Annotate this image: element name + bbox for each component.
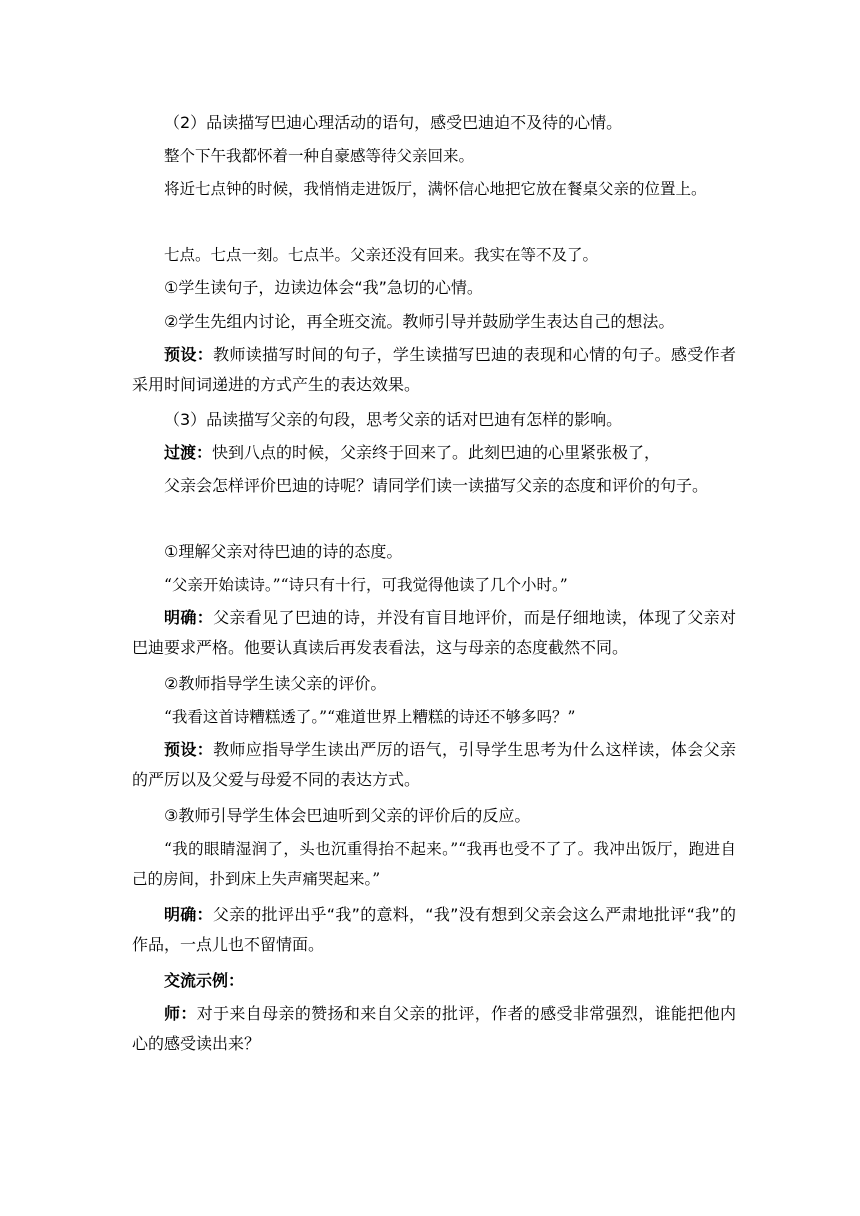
paragraph	[132, 966, 736, 996]
paragraph-label: 预设：	[164, 740, 214, 759]
quote-paragraph: 将近七点钟的时候，我悄悄走进饭厅，满怀信心地把它放在餐桌父亲的位置上。	[164, 180, 707, 198]
paragraph: ②教师指导学生读父亲的评价。	[164, 674, 387, 693]
quote-paragraph: 七点。七点一刻。七点半。父亲还没有回来。我实在等不及了。	[164, 246, 599, 264]
paragraph: ①理解父亲对待巴迪的诗的态度。	[164, 542, 403, 561]
paragraph-label: 明确：	[164, 608, 214, 627]
paragraph: 父亲会怎样评价巴迪的诗呢？请同学们读一读描写父亲的态度和评价的句子。	[164, 476, 709, 495]
paragraph-label: 明确：	[164, 905, 213, 924]
paragraph-label: 交流示例：	[164, 971, 245, 990]
paragraph: 过渡：快到八点的时候，父亲终于回来了。此刻巴迪的心里紧张极了，	[164, 443, 661, 462]
paragraph: 明确：父亲看见了巴迪的诗，并没有盲目地评价，而是仔细地读，体现了父亲对巴迪要求严格。他要认真读后再发表看法，这与母亲的态度截然不同。	[132, 608, 736, 657]
paragraph: ②学生先组内讨论，再全班交流。教师引导并鼓励学生表达自己的想法。	[164, 312, 675, 331]
quote-paragraph: “我的眼睛湿润了，头也沉重得抬不起来。”“我再也受不了了。我冲出饭厅，跑进自己的房间，扑到床上失声痛哭起来。”	[132, 840, 736, 888]
quote-paragraph: 整个下午我都怀着一种自豪感等待父亲回来。	[164, 147, 475, 165]
paragraph-label: 过渡：	[164, 443, 213, 462]
paragraph: 明确：父亲的批评出乎“我”的意料，“我”没有想到父亲会这么严肃地批评“我”的作品，一点儿也不留情面。	[132, 905, 736, 954]
paragraph-label: 师：	[164, 1004, 197, 1023]
quote-paragraph: “我看这首诗糟糕透了。”“难道世界上糟糕的诗还不够多吗？”	[164, 708, 576, 726]
paragraph: 预设：教师应指导学生读出严厉的语气，引导学生思考为什么这样读，体会父亲的严厉以及父爱与母爱不同的表达方式。	[132, 740, 736, 789]
paragraph: 师：对于来自母亲的赞扬和来自父亲的批评，作者的感受非常强烈，谁能把他内心的感受读出来？	[132, 1004, 736, 1053]
paragraph-label: 预设：	[164, 345, 214, 364]
quote-paragraph: “父亲开始读诗。”“诗只有十行，可我觉得他读了几个小时。”	[164, 576, 568, 594]
paragraph: ③教师引导学生体会巴迪听到父亲的评价后的反应。	[164, 806, 531, 825]
paragraph: 预设：教师读描写时间的句子，学生读描写巴迪的表现和心情的句子。感受作者采用时间词递进的方式产生的表达效果。	[132, 345, 736, 394]
paragraph: （2）品读描写巴迪心理活动的语句，感受巴迪迫不及待的心情。	[164, 113, 623, 132]
paragraph: （3）品读描写父亲的句段，思考父亲的话对巴迪有怎样的影响。	[164, 410, 623, 429]
paragraph: ①学生读句子，边读边体会“我”急切的心情。	[164, 278, 483, 297]
